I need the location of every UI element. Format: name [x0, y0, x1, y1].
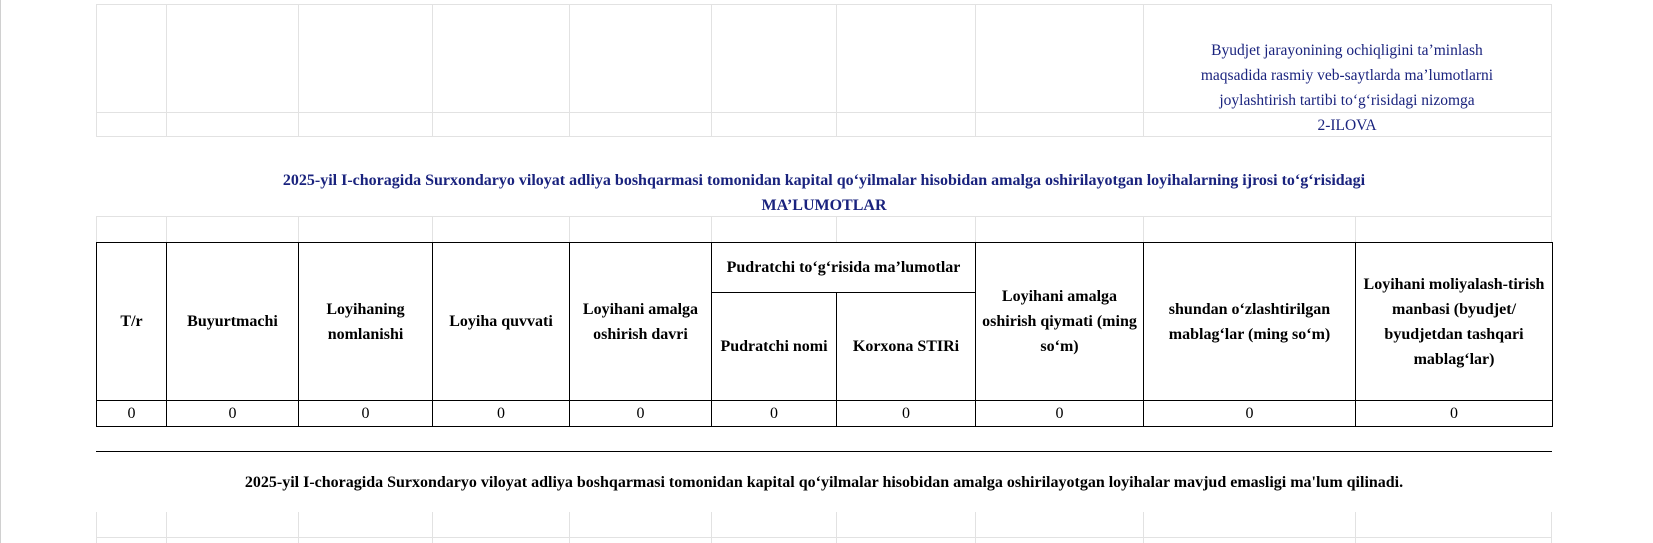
- table-cell: 0: [976, 401, 1144, 427]
- header-contractor-name: Pudratchi nomi: [712, 293, 837, 401]
- table-cell: 0: [712, 401, 837, 427]
- header-company-tin: Korxona STIRi: [837, 293, 976, 401]
- appendix-line-1: Byudjet jarayonining ochiqligini ta’minlash: [1211, 42, 1483, 59]
- title-line-1: 2025-yil I-choragida Surxondaryo viloyat adliya boshqarmasi tomonidan kapital qo‘yilmalar hisobidan amalga oshirilayotgan loyihalarning ijrosi to‘g‘risidagi: [282, 172, 1366, 189]
- header-project-name: Loyihaning nomlanishi: [299, 243, 433, 401]
- table-cell: 0: [1356, 401, 1553, 427]
- table-row: [97, 401, 1553, 427]
- table-cell: 0: [97, 401, 167, 427]
- header-funds-used: shundan o‘zlashtirilgan mablag‘lar (ming so‘m): [1144, 243, 1356, 401]
- table-cell: 0: [433, 401, 570, 427]
- table-cell: 0: [570, 401, 712, 427]
- header-capacity: Loyiha quvvati: [433, 243, 570, 401]
- appendix-line-3: joylashtirish tartibi to‘g‘risidagi nizomga: [1219, 92, 1475, 109]
- header-funding-source: Loyihani moliyalash-tirish manbasi (byudjet/ byudjetdan tashqari mablag‘lar): [1356, 243, 1553, 401]
- header-project-cost: Loyihani amalga oshirish qiymati (ming so‘m): [976, 243, 1144, 401]
- title-line-2: MA’LUMOTLAR: [761, 197, 887, 214]
- table-cell: 0: [167, 401, 299, 427]
- header-tr: T/r: [97, 243, 167, 401]
- header-customer: Buyurtmachi: [167, 243, 299, 401]
- footer-note: 2025-yil I-choragida Surxondaryo viloyat adliya boshqarmasi tomonidan kapital qo‘yilmalar hisobidan amalga oshirilayotgan loyihalar mavjud emasligi ma'lum qilinadi.: [244, 474, 1404, 491]
- table-cell: 0: [299, 401, 433, 427]
- table-cell: 0: [837, 401, 976, 427]
- document-title: [96, 168, 1552, 218]
- appendix-label: 2-ILOVA: [1317, 117, 1377, 134]
- separator-line: [96, 451, 1552, 452]
- projects-table: [96, 242, 1553, 427]
- table-cell: 0: [1144, 401, 1356, 427]
- header-period: Loyihani amalga oshirish davri: [570, 243, 712, 401]
- appendix-note: [1143, 38, 1551, 138]
- appendix-line-2: maqsadida rasmiy veb-saytlarda ma’lumotlarni: [1200, 67, 1494, 84]
- header-contractor-group: Pudratchi to‘g‘risida ma’lumotlar: [712, 243, 976, 293]
